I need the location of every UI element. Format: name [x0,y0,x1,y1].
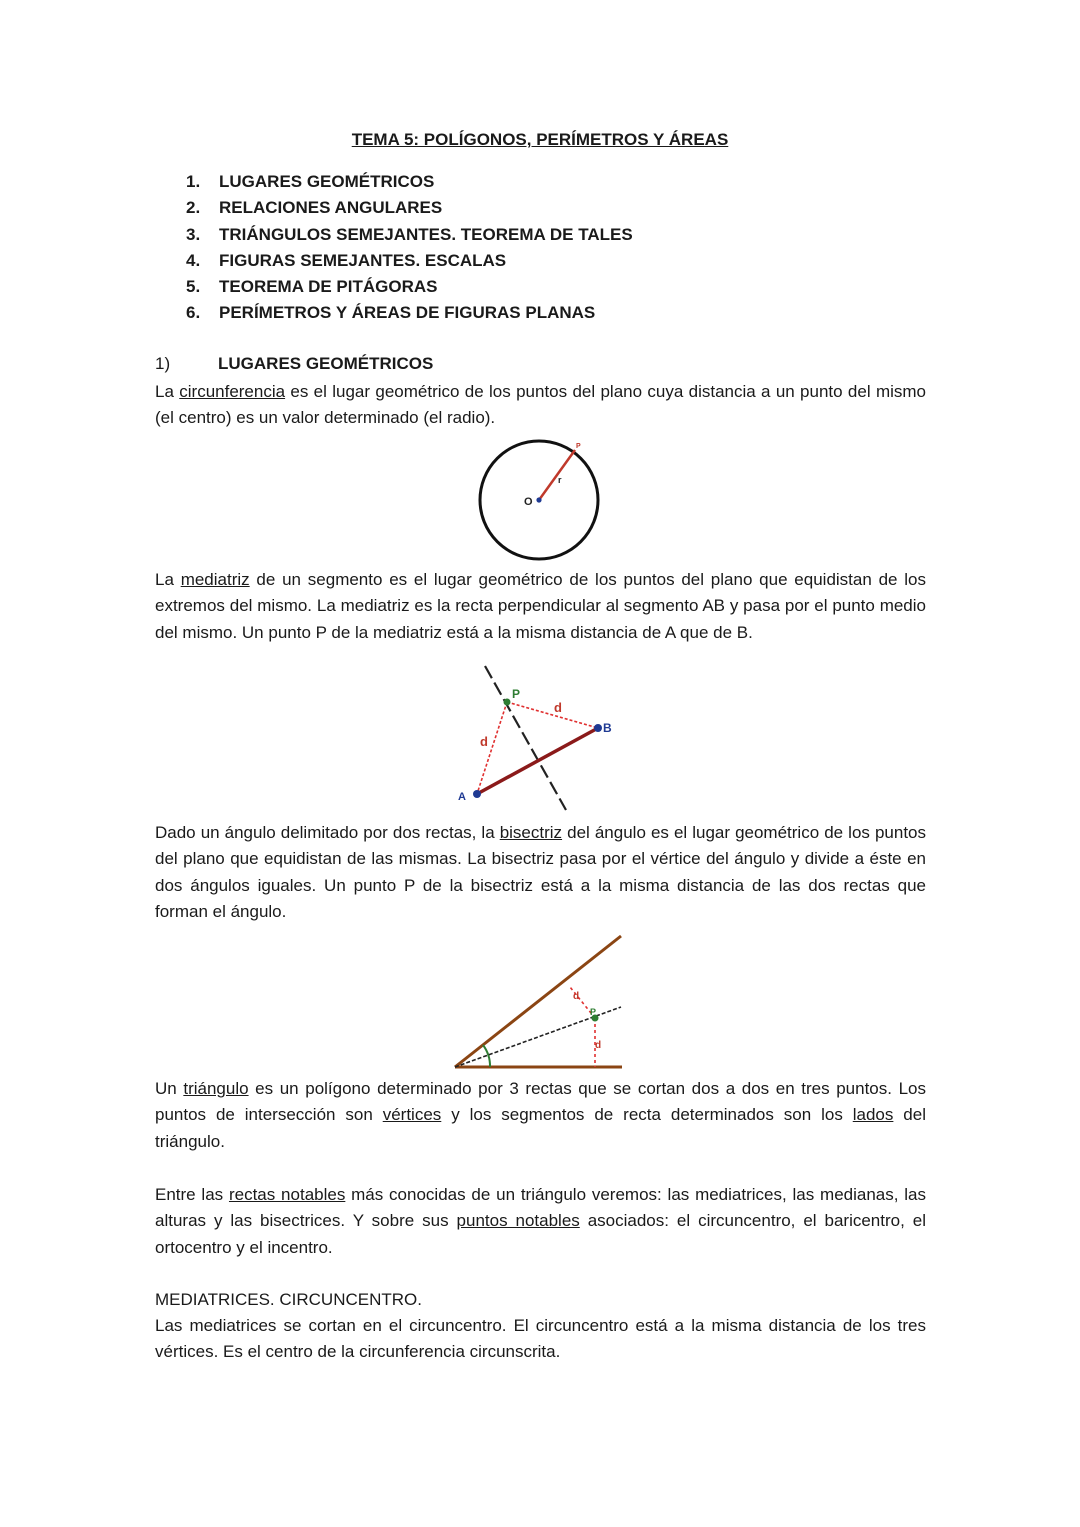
section-title: LUGARES GEOMÉTRICOS [218,354,434,373]
toc-number: 6. [186,303,201,323]
section-heading [155,354,433,374]
distance-pb [507,702,598,728]
term-bisectriz: bisectriz [499,823,563,842]
center-point [536,497,541,502]
toc-number: 5. [186,277,201,297]
point-a [473,790,481,798]
term-puntos-notables: puntos notables [456,1211,580,1231]
point-b [594,724,602,732]
term-rectas-notables: rectas notables [228,1185,346,1204]
toc-item [186,300,633,326]
point-a-label: A [458,791,466,803]
distance-label-lower: d [595,1040,602,1051]
distance-label-right: d [554,700,562,715]
toc-item [186,195,633,221]
toc-label: PERÍMETROS Y ÁREAS DE FIGURAS PLANAS [219,303,596,323]
point-b-label: B [603,721,612,735]
notables-paragraph: Entre las rectas notables más conocidas de un triángulo veremos: las mediatrices, las medianas, las alturas y las bisectrices. Y sobre sus puntos notables asociados: el circuncentro, el baricentro, el ortocentro y el incentro. [155,1185,927,1257]
distance-label-upper: d [573,991,580,1002]
toc-number: 3. [186,224,201,244]
term-lados: lados [852,1105,894,1125]
toc-label: RELACIONES ANGULARES [219,198,443,218]
toc-number: 4. [186,250,201,270]
circunferencia-paragraph: La circunferencia es el lugar geométrico de los puntos del plano cuya distancia a un punto del mismo (el centro) es un valor determinado (el radio). [155,382,926,428]
triangulo-paragraph: Un triángulo es un polígono determinado por 3 rectas que se cortan dos a dos en tres puntos. Los puntos de intersección son vértices y los segmentos de recta determinados son los lados del triángulo. [155,1079,926,1151]
circle-figure [470,436,610,566]
section-number: 1) [155,354,171,373]
radius-line [539,450,575,500]
bisectriz-figure [450,930,630,1075]
term-triangulo: triángulo [183,1079,249,1098]
page-title: TEMA 5: POLÍGONOS, PERÍMETROS Y ÁREAS [351,130,729,149]
mediatriz-paragraph: La mediatriz de un segmento es el lugar geométrico de los puntos del plano que equidistan de los extremos del mismo. La mediatriz es la recta perpendicular al segmento AB y pasa por el punto medio del mismo. Un punto P de la mediatriz está a la misma distancia de A que de B. [155,570,926,642]
term-circunferencia: circunferencia [179,382,286,401]
toc-number: 2. [186,198,201,218]
circuncentro-paragraph: Las mediatrices se cortan en el circuncentro. El circuncentro está a la misma distancia de los tres vértices. Es el centro de la circunferencia circunscrita. [155,1316,926,1362]
toc-label: TRIÁNGULOS SEMEJANTES. TEOREMA DE TALES [219,224,633,244]
point-p-label: P [590,1007,597,1017]
point-label: P [576,443,581,450]
point-p [504,699,511,706]
toc-label: LUGARES GEOMÉTRICOS [219,172,435,191]
bisectriz-paragraph: Dado un ángulo delimitado por dos rectas, la bisectriz del ángulo es el lugar geométrico de los puntos del plano que equidistan de las mismas. La bisectriz pasa por el vértice del ángulo y divide a éste en dos ángulos iguales. Un punto P de la bisectriz está a la misma distancia de las dos rectas que forman el ángulo. [155,823,926,921]
radius-label: r [558,475,562,485]
toc-number: 1. [186,172,201,191]
term-vertices: vértices [382,1105,442,1125]
table-of-contents [186,169,633,327]
toc-item [186,222,633,248]
toc-item [186,274,633,300]
mediatriz-figure [450,660,630,820]
toc-item [186,169,633,195]
circuncentro-heading: MEDIATRICES. CIRCUNCENTRO. [155,1290,422,1309]
term-mediatriz: mediatriz [180,570,250,589]
point-p-label: P [512,687,521,701]
mediatriz-line [485,666,566,810]
distance-label-left: d [480,734,488,749]
center-label: O [524,496,533,508]
toc-label: FIGURAS SEMEJANTES. ESCALAS [219,250,507,270]
toc-item [186,248,633,274]
toc-label: TEOREMA DE PITÁGORAS [219,277,438,297]
